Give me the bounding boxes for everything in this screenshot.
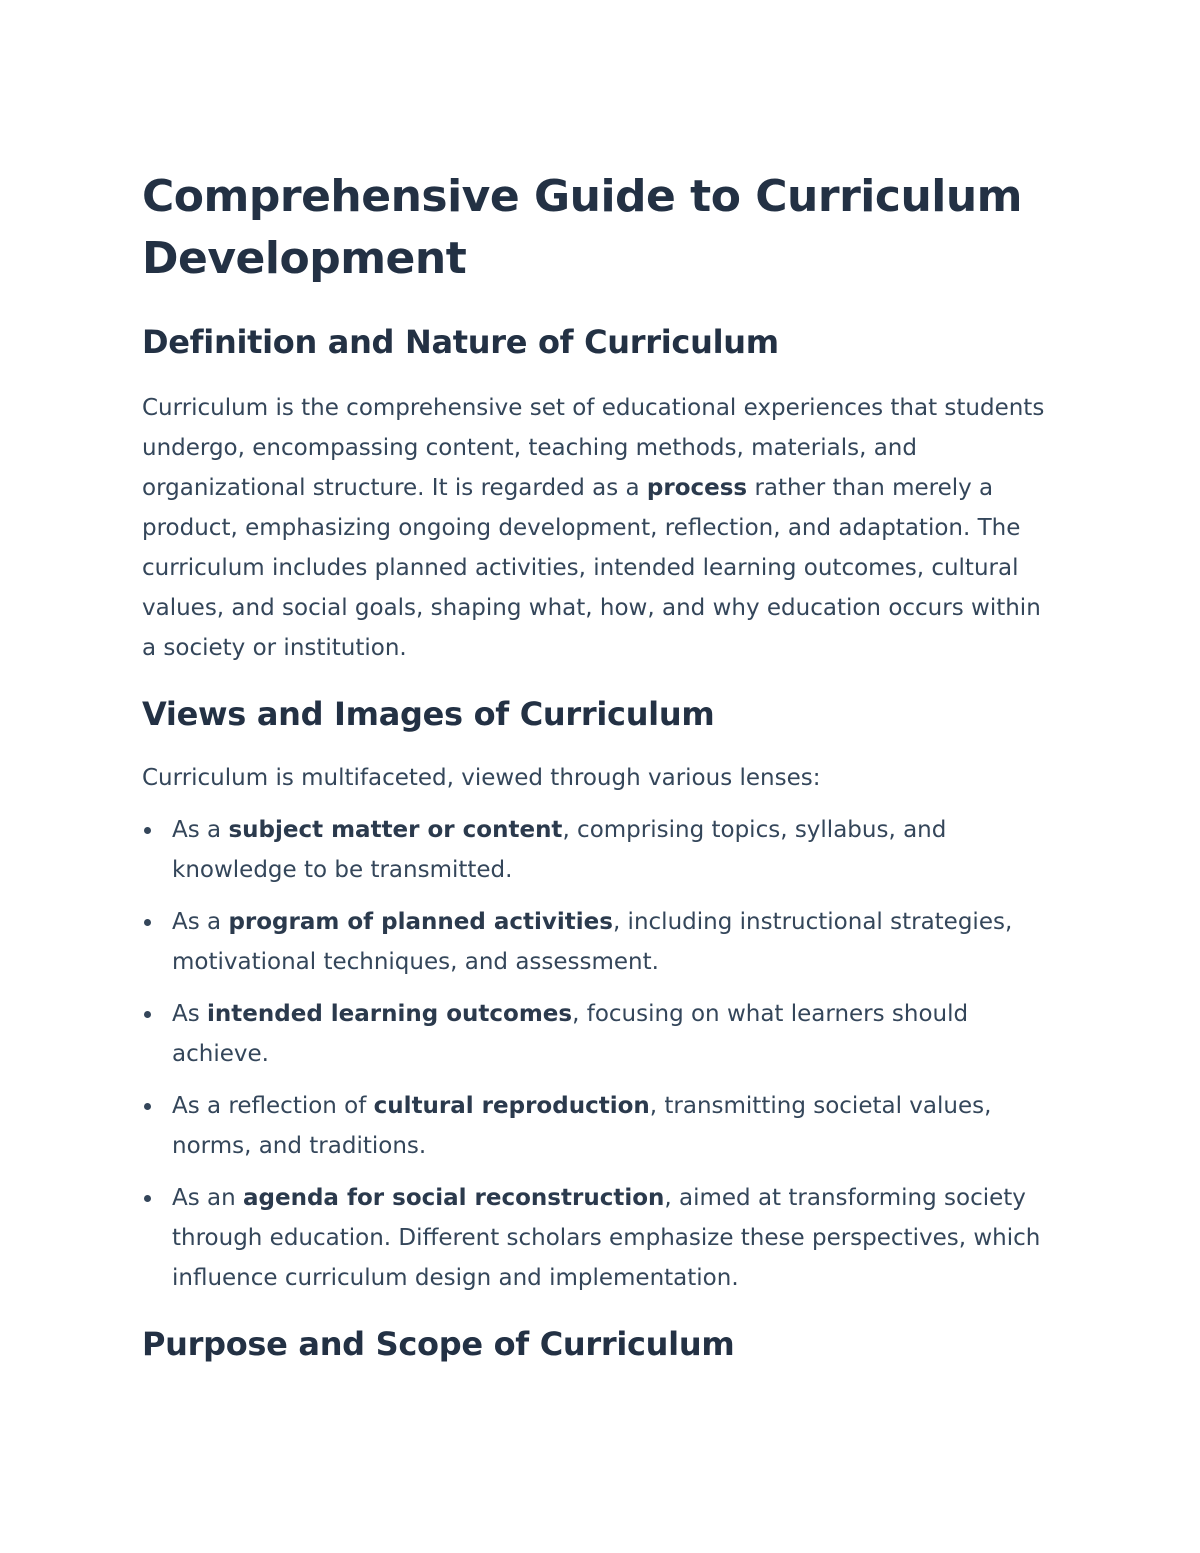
bullet-icon [144,1195,151,1202]
list-item: As a subject matter or content, comprising topics, syllabus, and knowledge to be transmitted. [142,810,1062,890]
list-item: As a program of planned activities, including instructional strategies, motivational techniques, and assessment. [142,902,1062,982]
bullet-icon [144,919,151,926]
section-heading-purpose: Purpose and Scope of Curriculum [142,1325,735,1363]
list-item: As intended learning outcomes, focusing on what learners should achieve. [142,994,1062,1074]
document-page [142,166,1062,1366]
bullet-icon [144,1011,151,1018]
views-intro: Curriculum is multifaceted, viewed through various lenses: [142,765,821,791]
list-item: As a reflection of cultural reproduction, transmitting societal values, norms, and traditions. [142,1086,1062,1166]
bullet-icon [144,827,151,834]
list-item: As an agenda for social reconstruction, aimed at transforming society through education. Different scholars emphasize these perspectives, which influence curriculum design and implementation. [142,1178,1062,1298]
document-title: Comprehensive Guide to Curriculum Development [142,171,1023,284]
section-heading-views: Views and Images of Curriculum [142,695,715,733]
views-list [142,810,1062,1298]
bullet-icon [144,1103,151,1110]
definition-paragraph: Curriculum is the comprehensive set of educational experiences that students undergo, encompassing content, teaching methods, materials, and organizational structure. It is regarded as a process rather than merely a product, emphasizing ongoing development, reflection, and adaptation. The curriculum includes planned activities, intended learning outcomes, cultural values, and social goals, shaping what, how, and why education occurs within a society or institution. [142,395,1045,661]
section-heading-definition: Definition and Nature of Curriculum [142,323,779,361]
